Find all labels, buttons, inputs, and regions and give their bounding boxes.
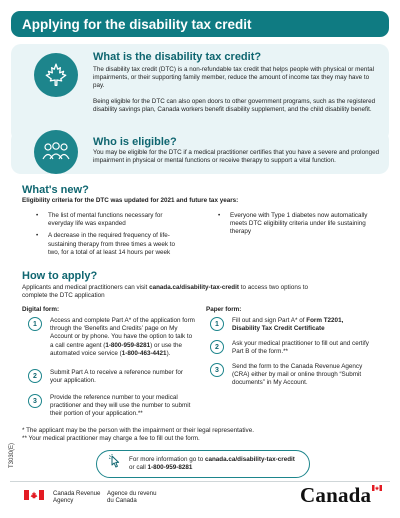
step-text (50, 317, 196, 358)
list-item: • The list of mental functions necessary for everyday life was expanded (34, 212, 184, 228)
step-text: Submit Part A to receive a reference number for your application. (50, 369, 183, 385)
more-info-text (129, 456, 295, 472)
step-number: 1 (210, 317, 224, 331)
step-text-part: ) or use the automated voice service ( (50, 341, 182, 357)
more-info-label: or call (129, 464, 148, 471)
automated-service-phone: 1-800-463-4421 (121, 349, 167, 357)
step-number: 2 (210, 340, 224, 354)
intro-text-end: to access two options to complete the DTC application (22, 284, 308, 300)
what-is-paragraph-2: Being eligible for the DTC can also open doors to other government programs, such as the registered disability savings plan, Canada workers benefit disability supplement, and the child disability benefit. (93, 97, 376, 113)
agency-name-english (53, 490, 100, 505)
document-code-text: T3030(E) (9, 442, 15, 468)
digital-step-1 (28, 317, 196, 358)
more-info-box (96, 450, 310, 478)
digital-form-heading: Digital form: (22, 306, 60, 313)
what-is-box (11, 44, 389, 142)
footnote-1: * The applicant may be the person with the impairment or their legal representative. (22, 427, 254, 434)
step-text-part: Fill out and sign Part A* of (232, 317, 307, 324)
step-number: 3 (28, 394, 42, 408)
step-text-part: Access and complete Part A* of the application form through the ‘Benefits and Credits’ page on My Account or by phone. You have the option to talk to a call centre agent ( (50, 317, 195, 349)
step-text: Ask your medical practitioner to fill out and certify Part B of the form.** (232, 340, 369, 356)
intro-text: Applicants and medical practitioners can visit (22, 284, 150, 291)
what-is-paragraph-1: The disability tax credit (DTC) is a non-refundable tax credit that helps people with physical or mental impairments, or their supporting family member, reduce the amount of income tax they may have to pay. (93, 66, 375, 90)
step-number: 1 (28, 317, 42, 331)
wordmark-flag-icon (372, 485, 382, 491)
call-centre-phone: 1-800-959-8281 (105, 341, 151, 349)
whats-new-subtitle: Eligibility criteria for the DTC was updated for 2021 and future tax years: (22, 197, 239, 204)
dtc-link[interactable]: canada.ca/disability-tax-credit (149, 284, 240, 291)
more-info-phone: 1-800-959-8281 (147, 464, 193, 471)
wordmark-text: Canada (300, 483, 372, 507)
agency-fr-line-1: Agence du revenu (107, 490, 157, 497)
paper-form-heading: Paper form: (206, 306, 242, 313)
how-to-apply-title: How to apply? (22, 270, 98, 282)
step-text: Send the form to the Canada Revenue Agency (CRA) either by mail or online through “Submit documents” in My Account. (232, 363, 363, 387)
digital-step-3 (28, 394, 196, 419)
document-code (2, 430, 18, 470)
whats-new-left-list (34, 212, 184, 261)
what-is-text (93, 66, 379, 114)
how-to-apply-intro (22, 284, 312, 300)
paper-step-3 (210, 363, 372, 388)
cursor-icon (107, 454, 123, 475)
step-number: 2 (28, 369, 42, 383)
footnotes (22, 427, 254, 443)
list-item: • A decrease in the required frequency of life-sustaining therapy from three times a week to two, for a total of at least 14 hours per week (34, 232, 184, 257)
step-text (232, 317, 372, 333)
agency-en-line-1: Canada Revenue (53, 490, 101, 497)
what-is-title: What is the disability tax credit? (93, 51, 262, 63)
who-eligible-title: Who is eligible? (93, 136, 177, 148)
canada-wordmark (300, 483, 382, 509)
whats-new-title: What's new? (22, 184, 89, 196)
paper-step-2 (210, 340, 372, 356)
who-eligible-box (11, 130, 389, 174)
digital-step-2 (28, 369, 196, 385)
list-item: • Everyone with Type 1 diabetes now automatically meets DTC eligibility criteria under life sustaining therapy (216, 212, 368, 237)
people-icon (34, 130, 78, 174)
title-banner (11, 11, 389, 37)
agency-fr-line-2: du Canada (107, 497, 137, 505)
footer-divider (10, 481, 390, 482)
step-text: Provide the reference number to your medical practitioner and they will use the number to submit their portion of your application.** (50, 394, 191, 418)
agency-name-french (107, 490, 156, 505)
who-eligible-text: You may be eligible for the DTC if a medical practitioner certifies that you have a severe and prolonged impairment in physical or mental functions or receive therapy to support a vital function. (93, 149, 380, 165)
canada-flag-icon (24, 490, 44, 500)
maple-leaf-icon (34, 53, 78, 97)
paper-step-1 (210, 317, 372, 333)
form-name: Form T2201, Disability Tax Credit Certificate (232, 317, 344, 333)
agency-en-line-2: Agency (53, 497, 74, 505)
footnote-2: ** Your medical practitioner may charge a fee to fill out the form. (22, 435, 200, 443)
more-info-label: For more information go to (129, 455, 205, 463)
step-number: 3 (210, 363, 224, 377)
step-text-part: ). (166, 349, 171, 357)
more-info-link[interactable]: canada.ca/disability-tax-credit (204, 455, 295, 463)
page-title: Applying for the disability tax credit (22, 16, 252, 32)
whats-new-right-list (216, 212, 368, 241)
